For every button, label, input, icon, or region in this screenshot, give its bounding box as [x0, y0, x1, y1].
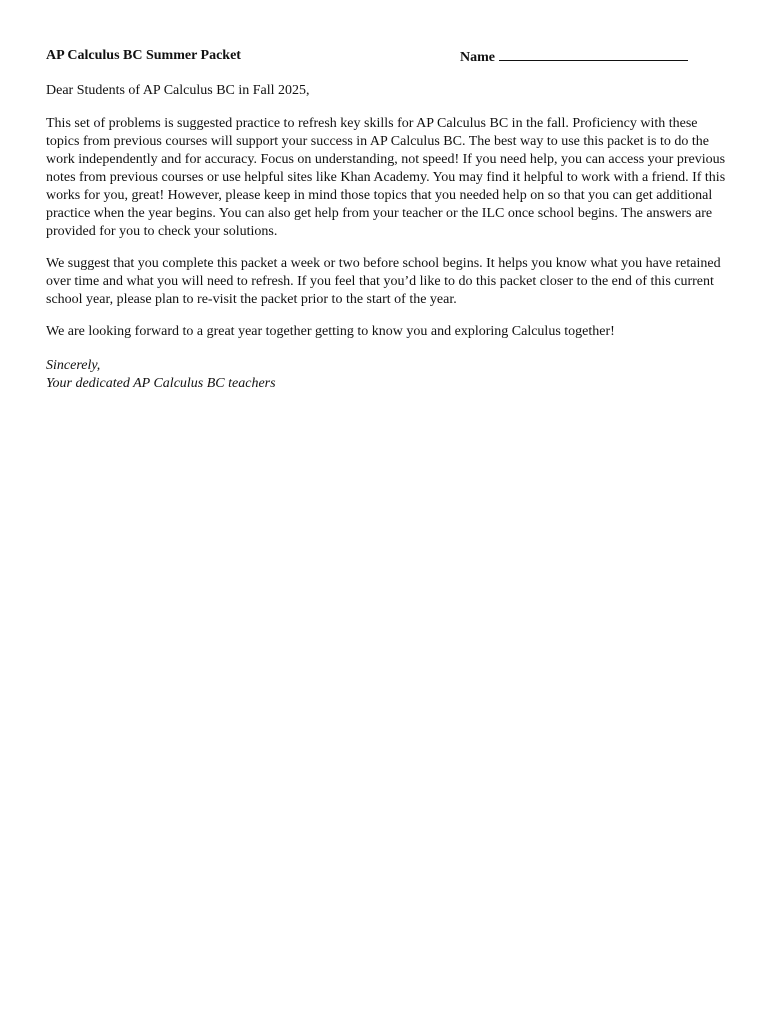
letter-paragraph-3: We are looking forward to a great year together getting to know you and exploring Calculus together! [46, 324, 615, 339]
name-blank-line [499, 46, 688, 61]
closing-signature: Your dedicated AP Calculus BC teachers [46, 376, 276, 391]
letter-paragraph-2: We suggest that you complete this packet a week or two before school begins. It helps you know what you have retained over time and what you will need to refresh. If you feel that you’d like to do this packet closer to the end of this current school year, please plan to re-visit the packet prior to the start of the year. [46, 256, 721, 307]
closing-sincerely: Sincerely, [46, 358, 101, 373]
letter-paragraph-1: This set of problems is suggested practice to refresh key skills for AP Calculus BC in the fall. Proficiency with these topics from previous courses will support your success in AP Calculus BC. The best way to use this packet is to do the work independently and for accuracy. Focus on understanding, not speed! If you need help, you can access your previous notes from previous courses or use helpful sites like Khan Academy. You may find it helpful to work with a friend. If this works for you, great! However, please keep in mind those topics that you needed help on so that you can get additional practice when the year begins. You can also get help from your teacher or the ILC once school begins. The answers are provided for you to check your solutions. [46, 116, 726, 239]
name-field [460, 46, 688, 68]
document-page [46, 46, 726, 393]
letter-greeting: Dear Students of AP Calculus BC in Fall 2025, [46, 83, 310, 98]
header-row [46, 46, 726, 68]
document-title: AP Calculus BC Summer Packet [46, 48, 241, 63]
name-label: Name [460, 50, 495, 65]
letter-closing [46, 357, 726, 393]
